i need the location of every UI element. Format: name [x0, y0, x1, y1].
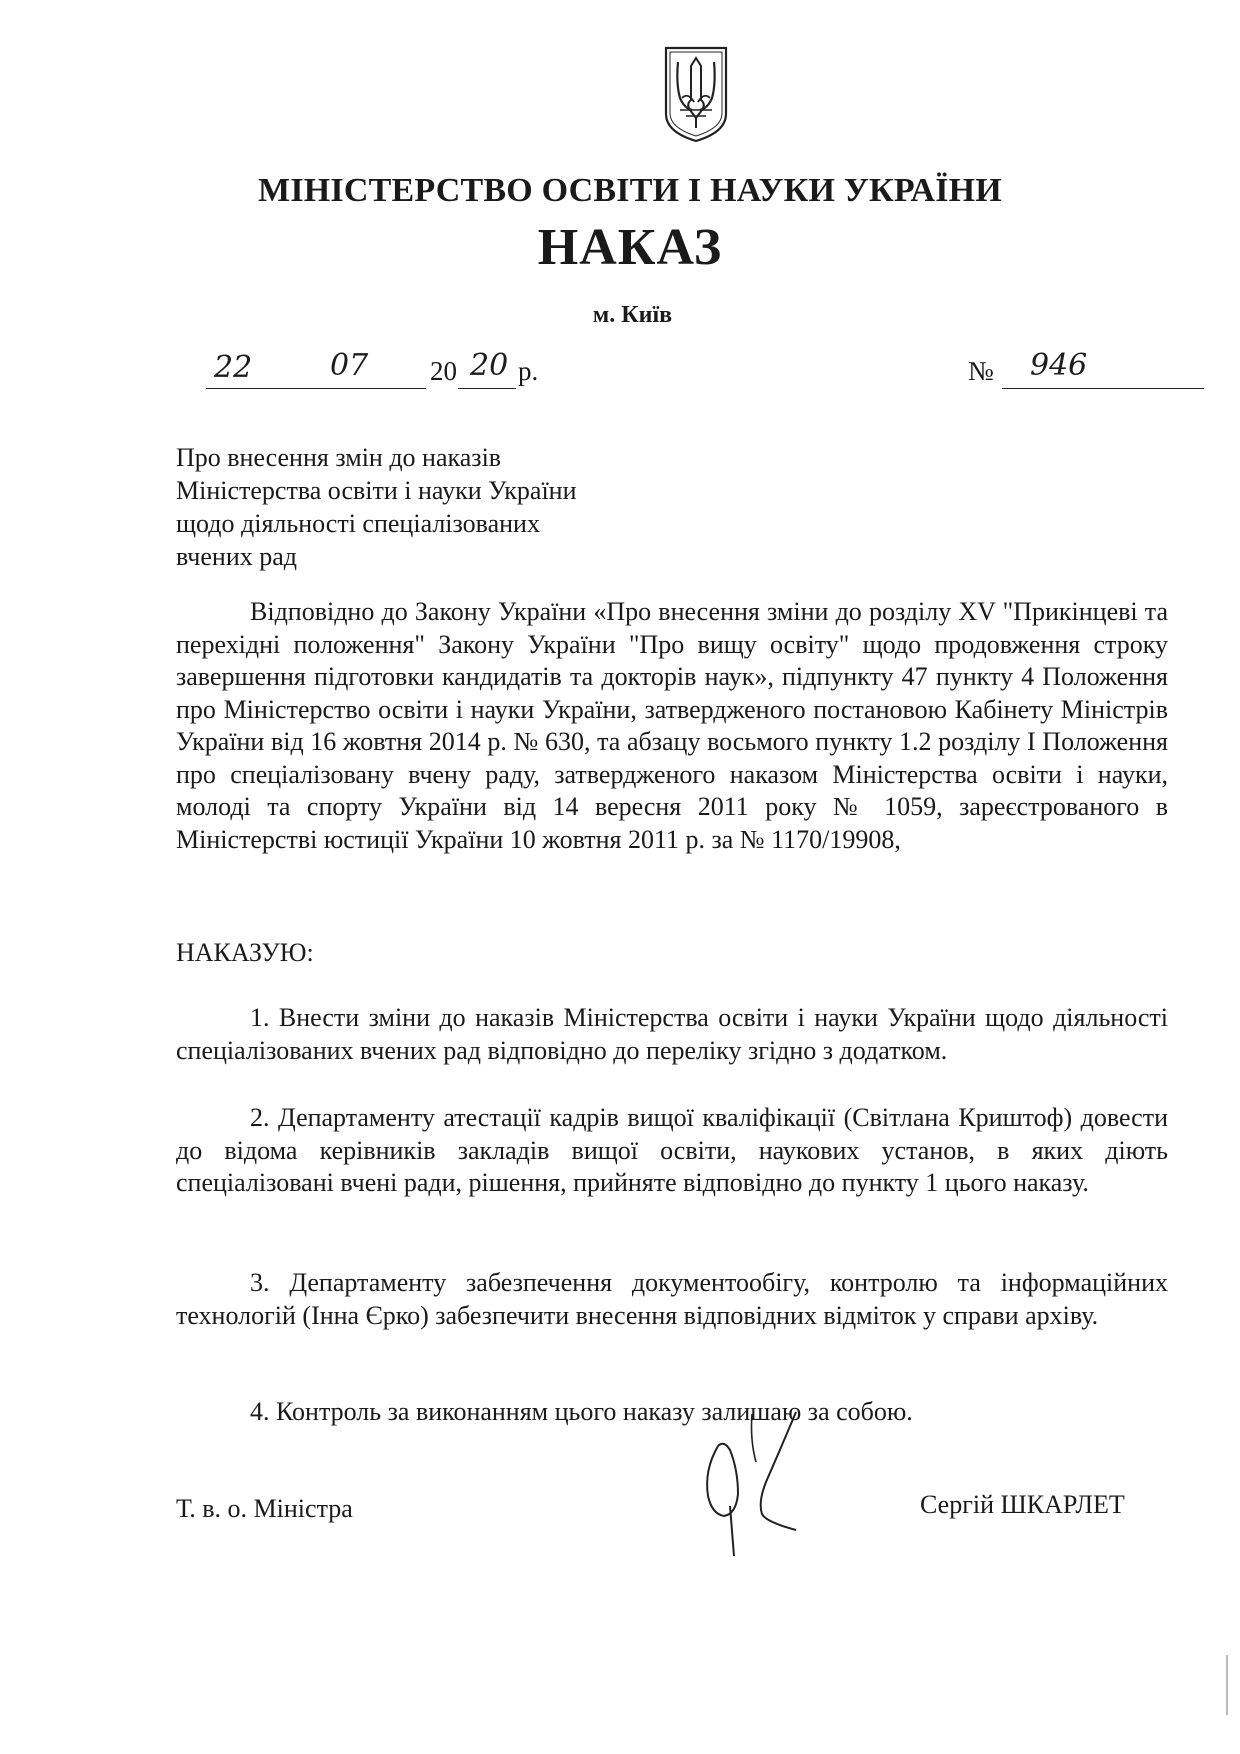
signatory-position: Т. в. о. Міністра	[176, 1494, 353, 1523]
signatory-name: Сергій ШКАРЛЕТ	[920, 1490, 1125, 1519]
date-year-suffix: 20	[470, 348, 509, 383]
scan-edge-mark	[1226, 1655, 1228, 1715]
document-date	[206, 350, 606, 394]
handwritten-signature-icon	[700, 1410, 820, 1560]
order-heading: НАКАЗУЮ:	[176, 938, 314, 967]
preamble-paragraph: Відповідно до Закону України «Про внесення зміни до розділу XV "Прикінцеві та перехідні положення" Закону України "Про вищу освіту" щодо продовження строку завершення підготовки кандидатів та докторів наук», підпункту 47 пункту 4 Положення про Міністерство освіти і науки України, затвердженого постановою Кабінету Міністрів України від 16 жовтня 2014 р. № 630, та абзацу восьмого пункту 1.2 розділу І Положення про спеціалізовану вчену раду, затвердженого наказом Міністерства освіти і науки, молоді та спорту України від 14 вересня 2011 року № 1059, зареєстрованого в Міністерстві юстиції України 10 жовтня 2011 р. за № 1170/19908,	[176, 597, 1168, 854]
order-item-3: 3. Департаменту забезпечення документообігу, контролю та інформаційних технологій (Інна Єрко) забезпечити внесення відповідних відміток у справи архіву.	[176, 1268, 1168, 1330]
order-item-4: 4. Контроль за виконанням цього наказу залишаю за собою.	[250, 1397, 913, 1426]
number-value: 946	[1030, 348, 1088, 383]
order-item-2: 2. Департаменту атестації кадрів вищої кваліфікації (Світлана Криштоф) довести до відома керівників закладів вищої освіти, наукових установ, в яких діють спеціалізовані вчені ради, рішення, прийняте відповідно до пункту 1 цього наказу.	[176, 1103, 1168, 1197]
subject-line: вчених рад	[176, 542, 297, 571]
order-item-1: 1. Внести зміни до наказів Міністерства освіти і науки України щодо діяльності спеціалізованих вчених рад відповідно до переліку згідно з додатком.	[176, 1003, 1168, 1065]
date-year-prefix: 20	[430, 356, 457, 386]
date-month: 07	[330, 348, 369, 383]
document-subject	[176, 441, 696, 573]
document-type-title: НАКАЗ	[537, 219, 723, 276]
date-day: 22	[214, 350, 253, 385]
city-label: м. Київ	[592, 302, 673, 328]
trident-coat-of-arms-icon	[660, 44, 732, 144]
subject-line: Міністерства освіти і науки України	[176, 476, 577, 505]
ministry-title: МІНІСТЕРСТВО ОСВІТИ І НАУКИ УКРАЇНИ	[258, 172, 1002, 209]
number-label: №	[968, 356, 994, 386]
date-suffix: р.	[518, 356, 539, 386]
subject-line: Про внесення змін до наказів	[176, 443, 502, 472]
document-number	[968, 350, 1208, 394]
subject-line: щодо діяльності спеціалізованих	[176, 509, 540, 538]
